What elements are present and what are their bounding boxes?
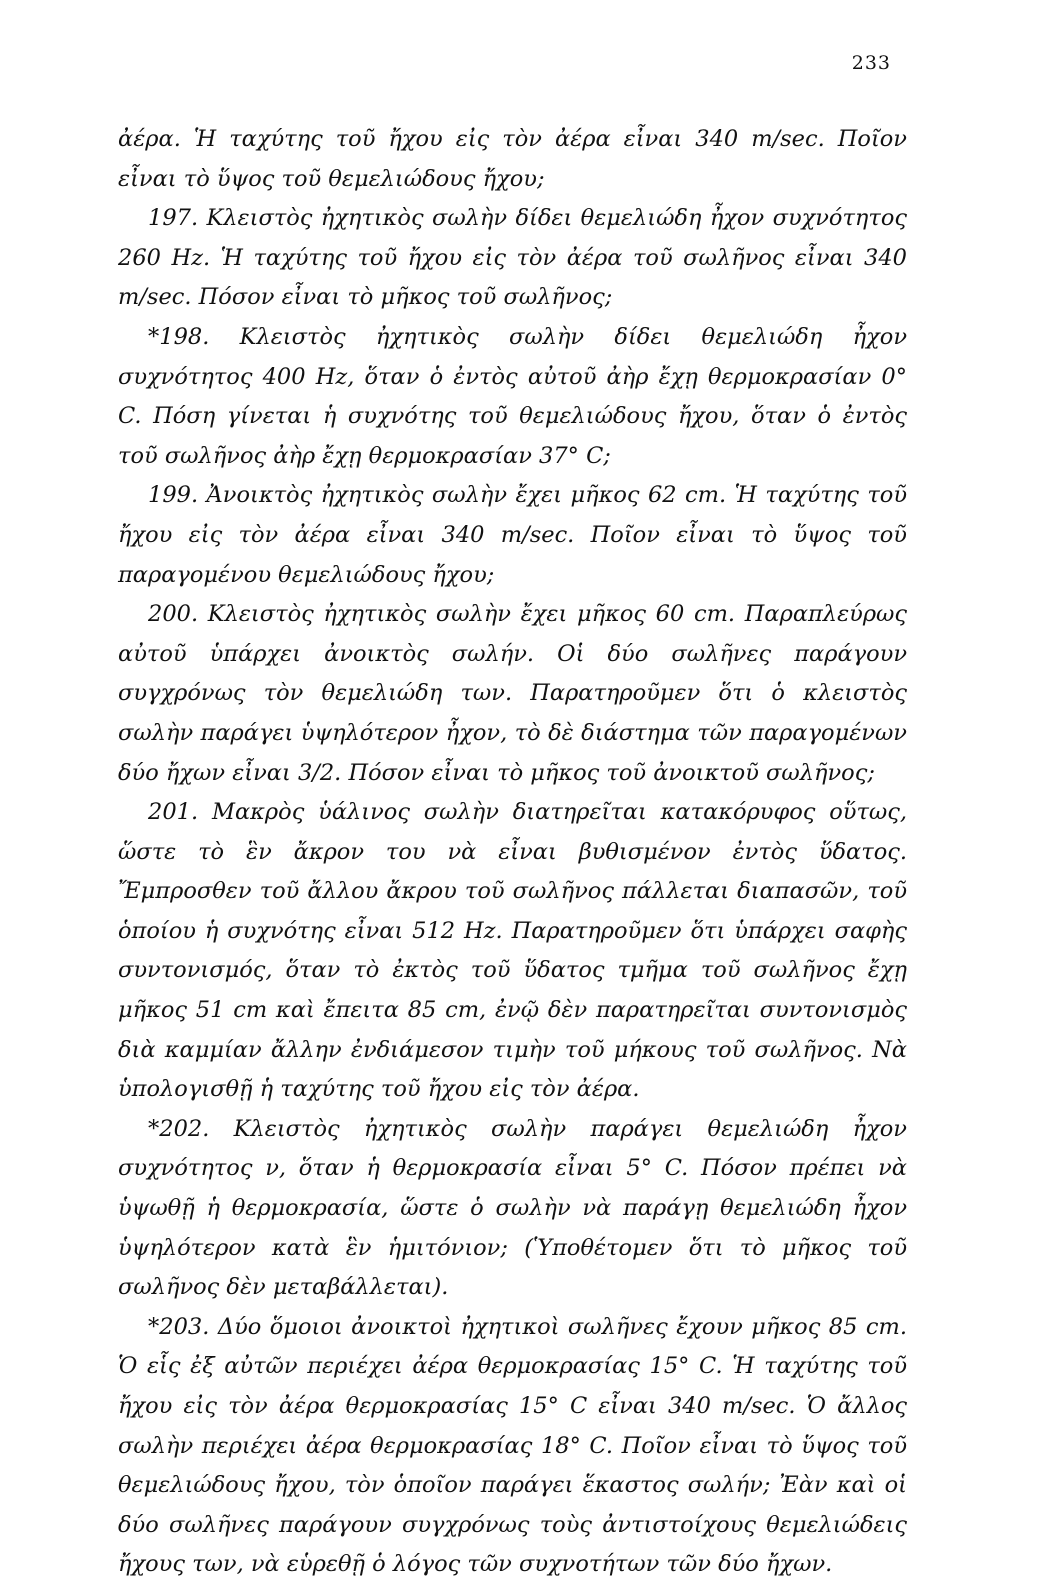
problem-198: *198. Κλειστὸς ἠχητικὸς σωλὴν δίδει θεμελιώδη ἦχον συχνότητος 400 Hz, ὅταν ὁ ἐντὸς αὐτοῦ ἀὴρ ἔχῃ θερμοκρασίαν 0° C. Πόση γίνεται ἡ συχνότης τοῦ θεμελιώδους ἤχου, ὅταν ὁ ἐντὸς τοῦ σωλῆνος ἀὴρ ἔχῃ θερμοκρασίαν 37° C; [118, 323, 907, 469]
problem-200: 200. Κλειστὸς ἠχητικὸς σωλὴν ἔχει μῆκος 60 cm. Παραπλεύρως αὐτοῦ ὑπάρχει ἀνοικτὸς σωλήν. Οἱ δύο σωλῆνες παράγουν συγχρόνως τὸν θεμελιώδη των. Παρατηροῦμεν ὅτι ὁ κλειστὸς σωλὴν παράγει ὑψηλότερον ἦχον, τὸ δὲ διάστημα τῶν παραγομένων δύο ἤχων εἶναι 3/2. Πόσον εἶναι τὸ μῆκος τοῦ ἀνοικτοῦ σωλῆνος; [118, 601, 907, 786]
problem-202: *202. Κλειστὸς ἠχητικὸς σωλὴν παράγει θεμελιώδη ἦχον συχνότητος ν, ὅταν ἡ θερμοκρασία εἶναι 5° C. Πόσον πρέπει νὰ ὑψωθῇ ἡ θερμοκρασία, ὥστε ὁ σωλὴν νὰ παράγῃ θεμελιώδη ἦχον ὑψηλότερον κατὰ ἓν ἡμιτόνιον; (Ὑποθέτομεν ὅτι τὸ μῆκος τοῦ σωλῆνος δὲν μεταβάλλεται). [118, 1115, 907, 1301]
problem-199: 199. Ἀνοικτὸς ἠχητικὸς σωλὴν ἔχει μῆκος 62 cm. Ἡ ταχύτης τοῦ ἤχου εἰς τὸν ἀέρα εἶναι 340 m/sec. Ποῖον εἶναι τὸ ὕψος τοῦ παραγομένου θεμελιώδους ἤχου; [118, 482, 907, 588]
page-body [118, 120, 907, 1585]
problem-203: *203. Δύο ὅμοιοι ἀνοικτοὶ ἠχητικοὶ σωλῆνες ἔχουν μῆκος 85 cm. Ὁ εἷς ἐξ αὐτῶν περιέχει ἀέρα θερμοκρασίας 15° C. Ἡ ταχύτης τοῦ ἤχου εἰς τὸν ἀέρα θερμοκρασίας 15° C εἶναι 340 m/sec. Ὁ ἄλλος σωλὴν περιέχει ἀέρα θερμοκρασίας 18° C. Ποῖον εἶναι τὸ ὕψος τοῦ θεμελιώδους ἤχου, τὸν ὁποῖον παράγει ἕκαστος σωλήν; Ἐὰν καὶ οἱ δύο σωλῆνες παράγουν συγχρόνως τοὺς ἀντιστοίχους θεμελιώδεις ἤχους των, νὰ εὑρεθῇ ὁ λόγος τῶν συχνοτήτων τῶν δύο ἤχων. [118, 1313, 907, 1578]
paragraph-continuation: ἀέρα. Ἡ ταχύτης τοῦ ἤχου εἰς τὸν ἀέρα εἶναι 340 m/sec. Ποῖον εἶναι τὸ ὕψος τοῦ θεμελιώδους ἤχου; [118, 126, 907, 192]
problem-197: 197. Κλειστὸς ἠχητικὸς σωλὴν δίδει θεμελιώδη ἦχον συχνότητος 260 Hz. Ἡ ταχύτης τοῦ ἤχου εἰς τὸν ἀέρα τοῦ σωλῆνος εἶναι 340 m/sec. Πόσον εἶναι τὸ μῆκος τοῦ σωλῆνος; [118, 205, 907, 311]
problem-201: 201. Μακρὸς ὑάλινος σωλὴν διατηρεῖται κατακόρυφος οὕτως, ὥστε τὸ ἓν ἄκρον του νὰ εἶναι βυθισμένον ἐντὸς ὕδατος. Ἔμπροσθεν τοῦ ἄλλου ἄκρου τοῦ σωλῆνος πάλλεται διαπασῶν, τοῦ ὁποίου ἡ συχνότης εἶναι 512 Hz. Παρατηροῦμεν ὅτι ὑπάρχει σαφὴς συντονισμός, ὅταν τὸ ἐκτὸς τοῦ ὕδατος τμῆμα τοῦ σωλῆνος ἔχῃ μῆκος 51 cm καὶ ἔπειτα 85 cm, ἐνῷ δὲν παρατηρεῖται συντονισμὸς διὰ καμμίαν ἄλλην ἐνδιάμεσον τιμὴν τοῦ μήκους τοῦ σωλῆνος. Νὰ ὑπολογισθῇ ἡ ταχύτης τοῦ ἤχου εἰς τὸν ἀέρα. [118, 799, 907, 1103]
page-number: 233 [851, 52, 891, 74]
